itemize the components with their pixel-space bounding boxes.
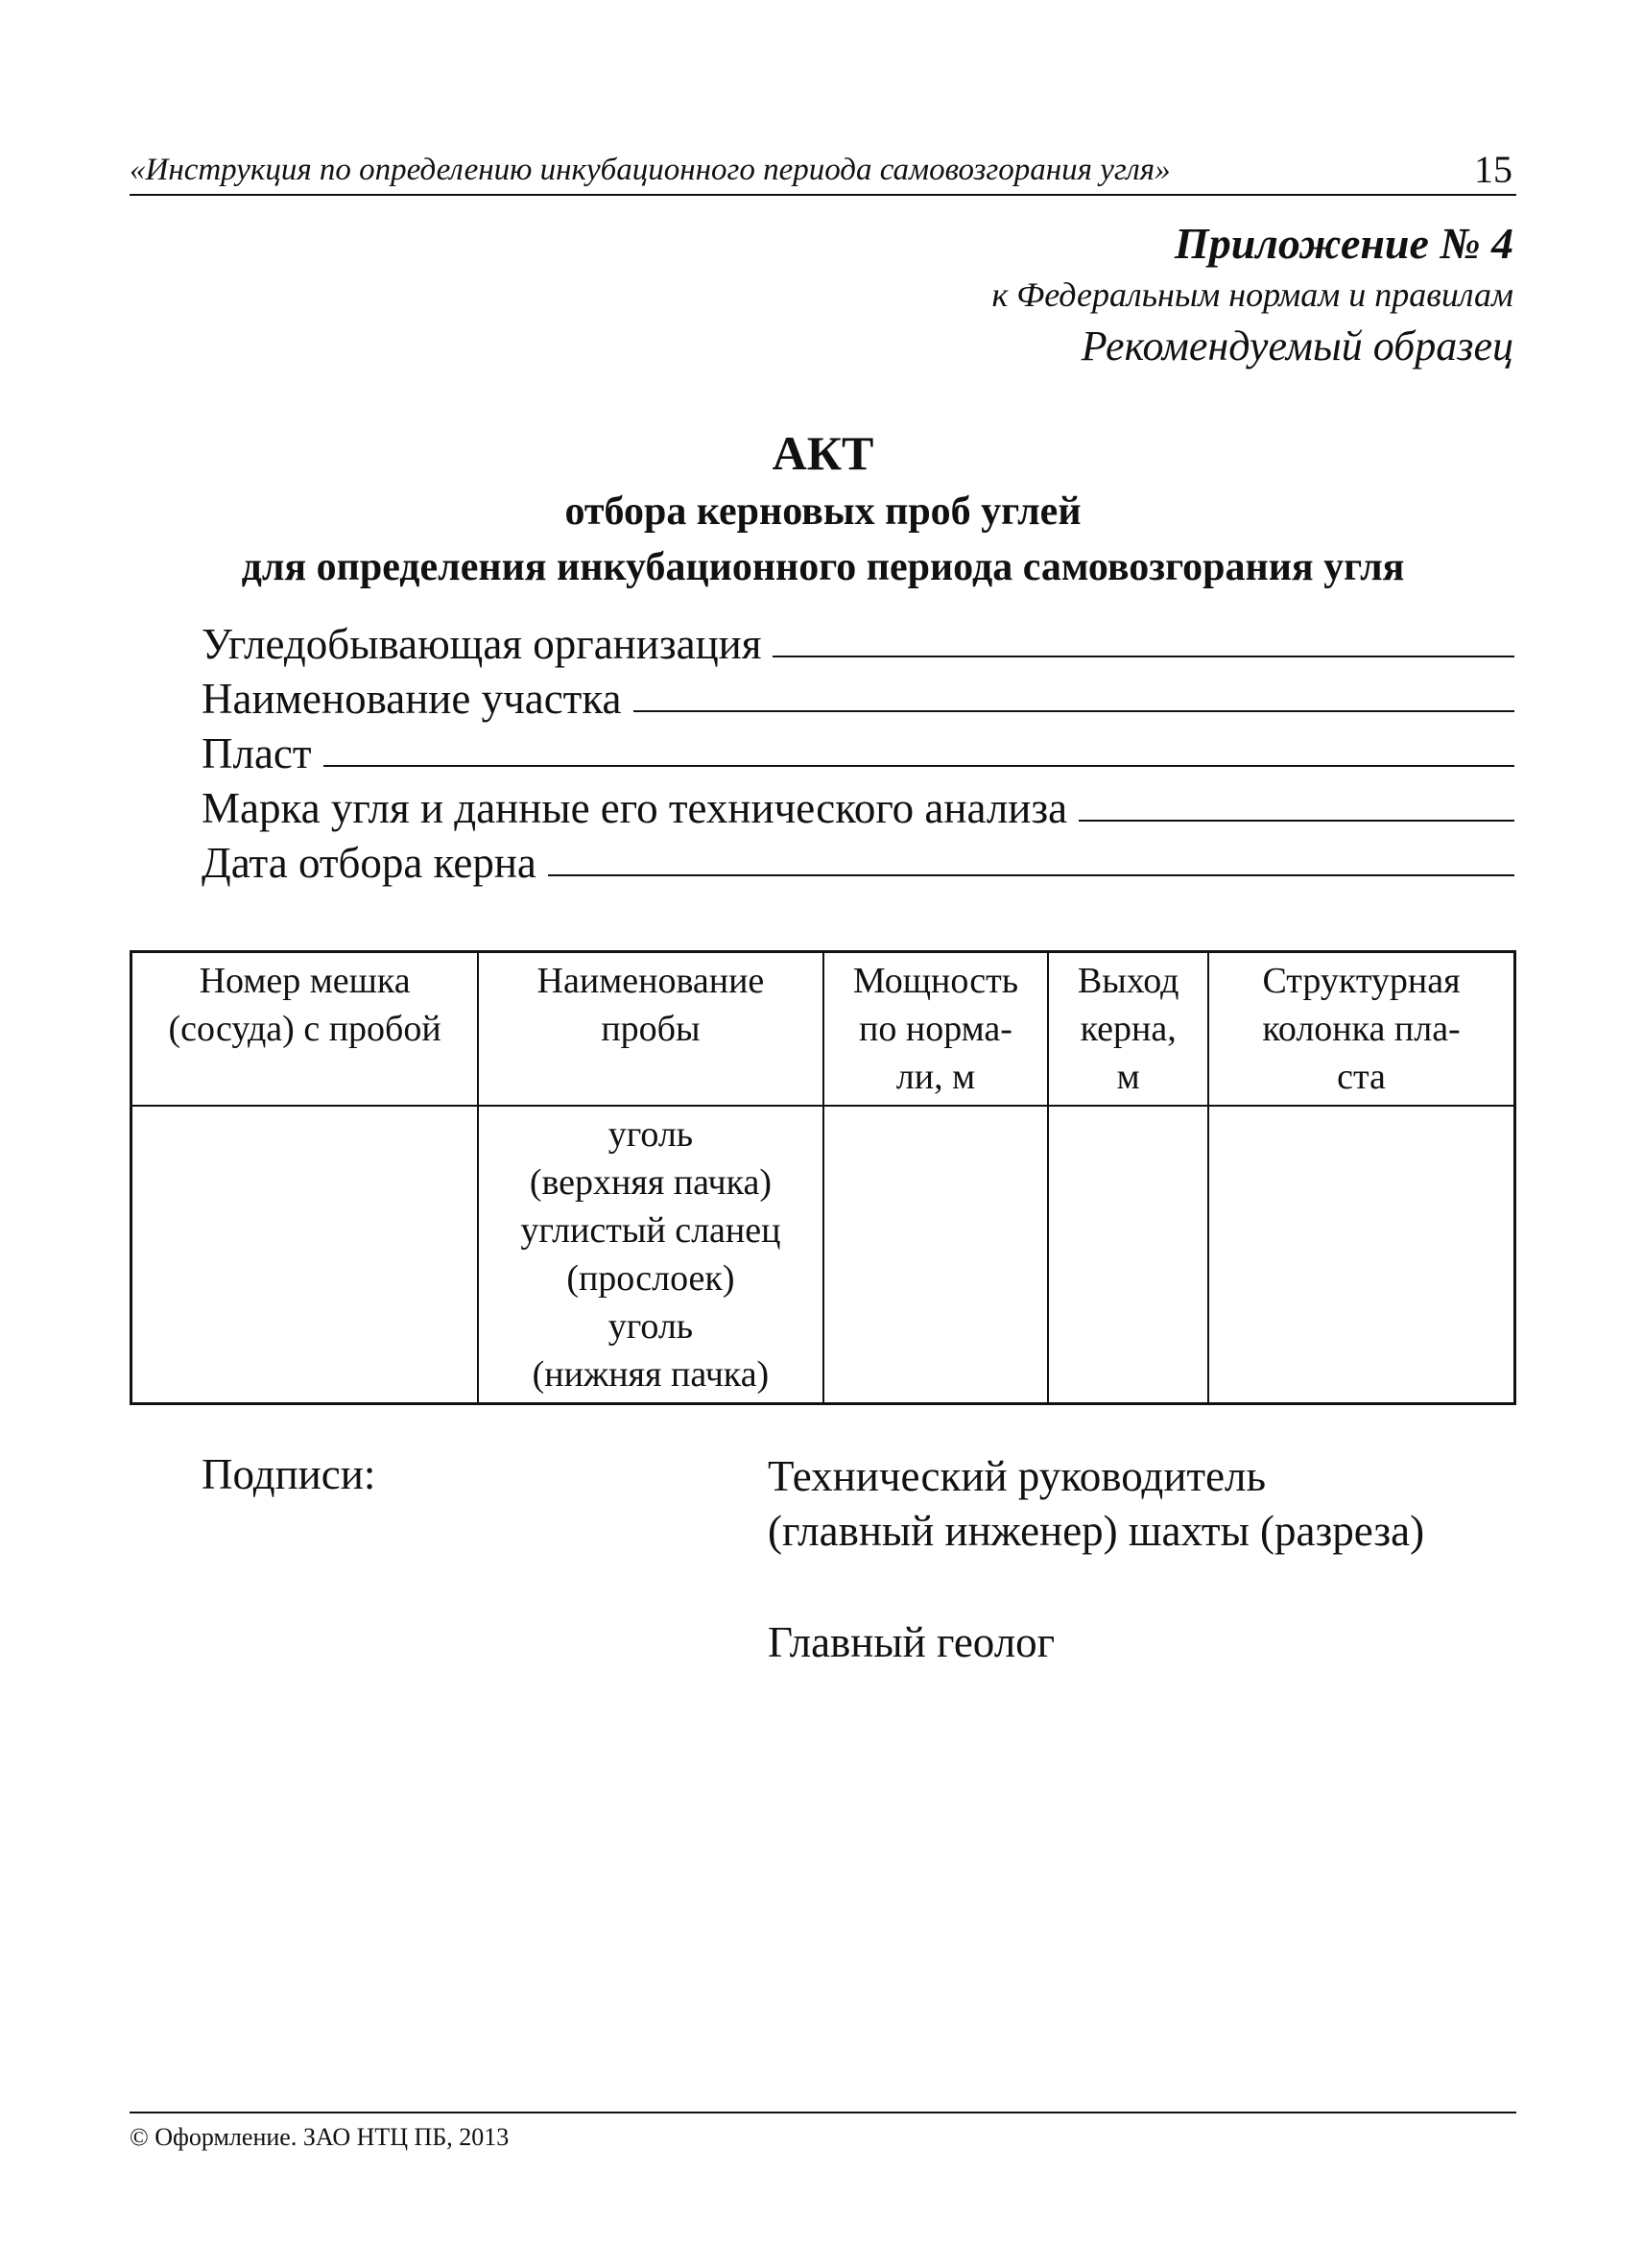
running-header-title: «Инструкция по определению инкубационного периода самовозгорания угля»	[130, 153, 1171, 187]
fill-in-line[interactable]	[323, 764, 1514, 767]
column-header-sample-name: Наименование пробы	[478, 952, 822, 1107]
document-title-line-2: отбора керновых проб углей	[564, 489, 1082, 534]
field-site-name	[202, 669, 1514, 724]
field-seam	[202, 724, 1514, 778]
signature-technical-director	[768, 1449, 1424, 1559]
field-label: Дата отбора керна	[202, 839, 536, 887]
table-header-row	[131, 952, 1515, 1107]
column-header-core-yield: Выход керна, м	[1048, 952, 1208, 1107]
table-cell-thickness[interactable]	[823, 1106, 1049, 1404]
samples-table	[130, 950, 1516, 1405]
fill-in-line[interactable]	[633, 709, 1515, 712]
column-header-structure-column: Структурная колонка пла- ста	[1208, 952, 1514, 1107]
table-row	[131, 1106, 1515, 1404]
signature-chief-geologist: Главный геолог	[768, 1618, 1056, 1666]
field-coal-grade	[202, 778, 1514, 833]
column-header-bag-number: Номер мешка (сосуда) с пробой	[131, 952, 479, 1107]
fill-in-line[interactable]	[773, 655, 1514, 657]
table-cell-structure-column[interactable]	[1208, 1106, 1514, 1404]
column-header-thickness: Мощность по норма- ли, м	[823, 952, 1049, 1107]
appendix-title: Приложение № 4	[1174, 219, 1513, 268]
running-header	[130, 144, 1516, 196]
table-cell-bag-number[interactable]	[131, 1106, 479, 1404]
appendix-subtitle: к Федеральным нормам и правилам	[991, 275, 1513, 314]
fill-in-line[interactable]	[1079, 819, 1514, 822]
footer-divider	[130, 2112, 1516, 2113]
signatures-label: Подписи:	[202, 1450, 376, 1498]
form-fields	[202, 614, 1514, 888]
field-sampling-date	[202, 833, 1514, 888]
page-number: 15	[1474, 148, 1512, 191]
field-label: Пласт	[202, 729, 312, 777]
document-title	[130, 422, 1516, 595]
document-title-line-1: АКТ	[772, 426, 874, 480]
footer-copyright: © Оформление. ЗАО НТЦ ПБ, 2013	[130, 2123, 510, 2151]
appendix-block	[991, 216, 1513, 375]
fill-in-line[interactable]	[548, 873, 1514, 876]
field-label: Угледобывающая организация	[202, 620, 762, 668]
field-label: Наименование участка	[202, 675, 622, 723]
table-cell-core-yield[interactable]	[1048, 1106, 1208, 1404]
field-label: Марка угля и данные его технического анализа	[202, 784, 1068, 832]
field-organization	[202, 614, 1514, 669]
document-title-line-3: для определения инкубационного периода самовозгорания угля	[241, 545, 1405, 589]
technical-director-line-2: (главный инженер) шахты (разреза)	[768, 1507, 1425, 1555]
table-cell-sample-name: уголь (верхняя пачка) углистый сланец (прослоек) уголь (нижняя пачка)	[478, 1106, 822, 1404]
appendix-sample-note: Рекомендуемый образец	[1081, 322, 1513, 370]
technical-director-line-1: Технический руководитель	[768, 1452, 1267, 1500]
